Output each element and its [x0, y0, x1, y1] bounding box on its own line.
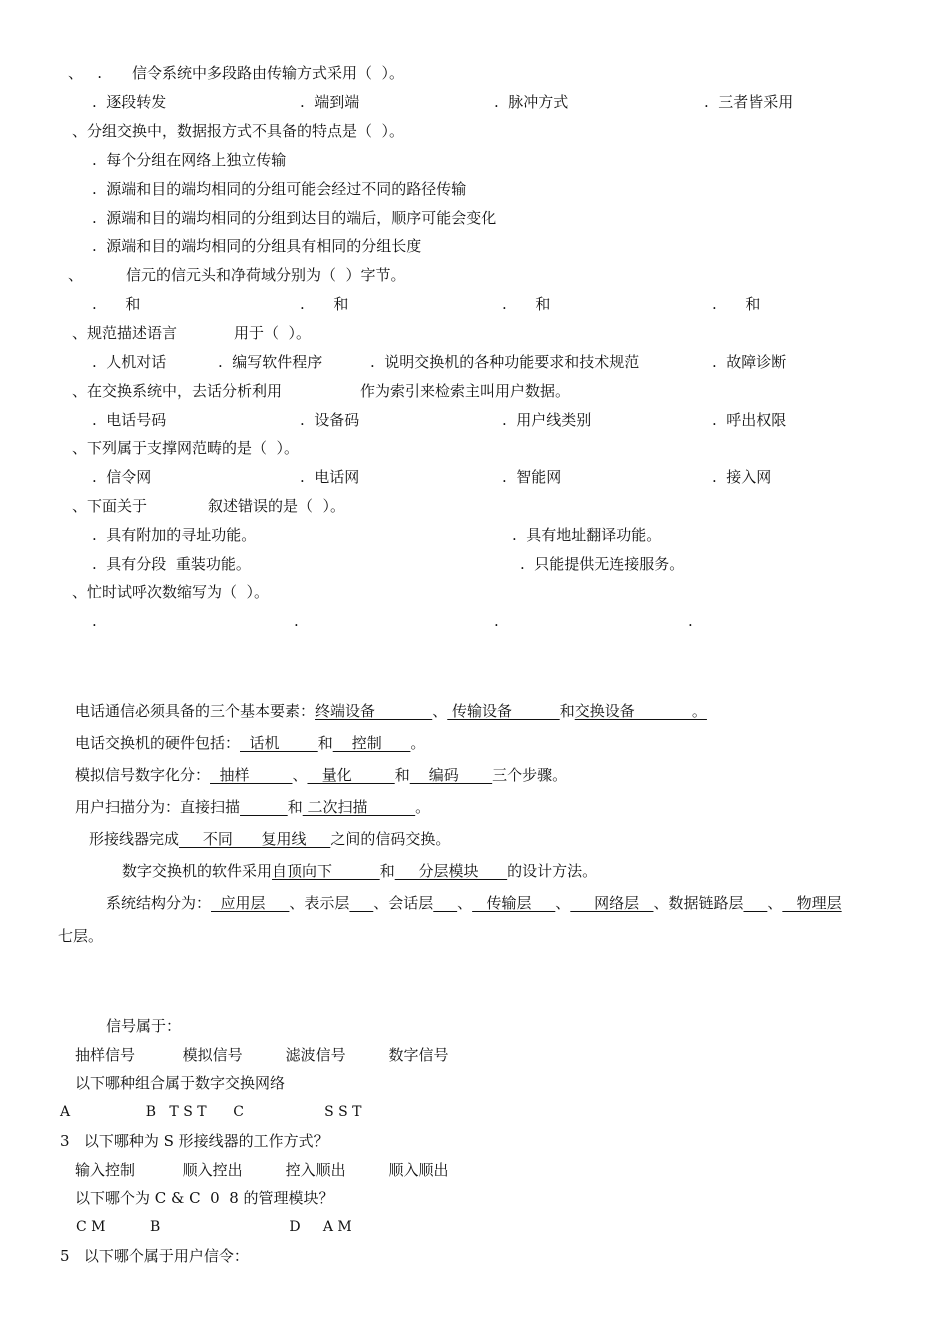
q2-option-c: . 源端和目的端均相同的分组到达目的端后，顺序可能会变化: [92, 209, 497, 227]
q7-text-2: 叙述错误的是（ ）。: [208, 497, 346, 515]
q1-option-d: . 三者皆采用: [704, 93, 794, 111]
question-line: 信号属于：: [106, 1017, 182, 1035]
fill-question-3: [75, 765, 567, 785]
text: 之间的信码交换。: [330, 830, 451, 848]
q5-text: 、在交换系统中，去话分析利用: [72, 382, 283, 400]
answer-blank: 传输设备: [447, 702, 560, 720]
fill-question-1: [75, 701, 707, 721]
answer-blank: 二次扫描: [302, 798, 416, 816]
text: 和: [394, 766, 410, 784]
q4-option-d: . 故障诊断: [712, 353, 787, 371]
answer-blank: 控制: [332, 734, 411, 752]
text: 、: [457, 894, 473, 912]
q2-option-a: . 每个分组在网络上独立传输: [92, 151, 287, 169]
text: 模拟信号数字化分：: [75, 766, 211, 784]
text: 和: [317, 734, 333, 752]
q6-option-c: . 智能网: [502, 468, 562, 486]
q8-option-a: .: [92, 612, 97, 630]
text: 和: [287, 798, 303, 816]
q1-prefix: 、 .: [68, 64, 103, 82]
text: 、: [767, 894, 783, 912]
options-line: 输入控制 顺入控出 控入顺出 顺入顺出: [75, 1161, 449, 1179]
answer-blank: [433, 894, 457, 912]
q1-option-a: . 逐段转发: [92, 93, 167, 111]
q3-text: 信元的信元头和净荷域分别为（ ）字节。: [126, 266, 406, 284]
text: 。: [410, 734, 426, 752]
q6-option-d: . 接入网: [712, 468, 772, 486]
fill-question-4: [75, 797, 430, 817]
q7-option-c: . 具有分段 重装功能。: [92, 555, 251, 573]
q5-option-c: . 用户线类别: [502, 411, 592, 429]
answer-blank: 交换设备 。: [574, 702, 707, 720]
fill-question-7: [106, 893, 842, 913]
q5-option-d: . 呼出权限: [712, 411, 787, 429]
q8-option-c: .: [494, 612, 499, 630]
answer-blank: [743, 894, 767, 912]
text: 、: [555, 894, 571, 912]
answer-blank: 编码: [409, 766, 493, 784]
text: 、会话层: [373, 894, 434, 912]
answer-blank: [349, 894, 373, 912]
question-line: 3 以下哪种为 S 形接线器的工作方式？: [60, 1132, 329, 1150]
fill-question-5: [89, 829, 450, 849]
text: 数字交换机的软件采用: [122, 862, 273, 880]
question-line: 以下哪个为 C & C 0 8 的管理模块？: [75, 1189, 334, 1207]
answer-blank: 抽样: [210, 766, 293, 784]
text: 、表示层: [289, 894, 350, 912]
answer-blank: 传输层: [472, 894, 556, 912]
q2-option-b: . 源端和目的端均相同的分组可能会经过不同的路径传输: [92, 180, 467, 198]
q3-option-d: . 和: [712, 295, 761, 313]
text: 和: [559, 702, 575, 720]
q1-option-c: . 脉冲方式: [494, 93, 569, 111]
q6-text: 、下列属于支撑网范畴的是（ ）。: [72, 439, 300, 457]
q2-option-d: . 源端和目的端均相同的分组具有相同的分组长度: [92, 237, 422, 255]
q8-option-d: .: [688, 612, 693, 630]
fill-question-7-continued: 七层。: [58, 927, 104, 945]
q2-text: 、分组交换中，数据报方式不具备的特点是（ ）。: [72, 122, 405, 140]
answer-blank: 应用层: [211, 894, 290, 912]
q4-text-2: 用于（ ）。: [234, 324, 312, 342]
answer-blank: 分层模块: [394, 862, 508, 880]
q7-option-d: . 只能提供无连接服务。: [520, 555, 685, 573]
answer-blank: 物理层: [782, 894, 842, 912]
answer-blank: 复用线: [261, 830, 331, 848]
answer-blank: 话机: [240, 734, 318, 752]
q7-text: 、下面关于: [72, 497, 148, 515]
text: 和: [379, 862, 395, 880]
text: 。: [415, 798, 431, 816]
options-line: A B T S T C S S T: [60, 1104, 362, 1120]
q4-option-a: . 人机对话: [92, 353, 167, 371]
text: 电话交换机的硬件包括：: [75, 734, 241, 752]
text: 、: [432, 702, 448, 720]
fill-question-6: [122, 861, 597, 881]
q1-option-b: . 端到端: [300, 93, 360, 111]
text: 、: [292, 766, 308, 784]
fill-question-2: [75, 733, 425, 753]
answer-blank: 不同: [179, 830, 262, 848]
q7-option-a: . 具有附加的寻址功能。: [92, 526, 257, 544]
q3-option-b: . 和: [300, 295, 349, 313]
q8-option-b: .: [294, 612, 299, 630]
q4-text: 、规范描述语言: [72, 324, 178, 342]
text: 形接线器完成: [89, 830, 180, 848]
q6-option-a: . 信令网: [92, 468, 152, 486]
question-line: 5 以下哪个属于用户信令：: [60, 1247, 249, 1265]
q7-option-b: . 具有地址翻译功能。: [512, 526, 662, 544]
q3-option-c: . 和: [502, 295, 551, 313]
text: 系统结构分为：: [106, 894, 212, 912]
options-line: 抽样信号 模拟信号 滤波信号 数字信号: [75, 1046, 449, 1064]
answer-blank: 量化: [307, 766, 395, 784]
text: 的设计方法。: [507, 862, 598, 880]
answer-blank: 网络层: [570, 894, 654, 912]
q4-option-c: . 说明交换机的各种功能要求和技术规范: [370, 353, 640, 371]
answer-blank: 终端设备: [315, 702, 433, 720]
answer-blank: 自顶向下: [272, 862, 380, 880]
question-line: 以下哪种组合属于数字交换网络: [75, 1074, 286, 1092]
q3-prefix: 、: [68, 266, 84, 284]
text: 、数据链路层: [653, 894, 744, 912]
q6-option-b: . 电话网: [300, 468, 360, 486]
text: 用户扫描分为：直接扫描: [75, 798, 241, 816]
q5-text-2: 作为索引来检索主叫用户数据。: [360, 382, 571, 400]
q5-option-a: . 电话号码: [92, 411, 167, 429]
q4-option-b: . 编写软件程序: [218, 353, 323, 371]
q3-option-a: . 和: [92, 295, 141, 313]
q5-option-b: . 设备码: [300, 411, 360, 429]
text: 三个步骤。: [492, 766, 568, 784]
answer-blank: [240, 798, 288, 816]
text: 电话通信必须具备的三个基本要素：: [75, 702, 316, 720]
q8-text: 、忙时试呼次数缩写为（ ）。: [72, 583, 270, 601]
options-line: C M B D A M: [76, 1219, 352, 1235]
q1-text: 信令系统中多段路由传输方式采用（ ）。: [132, 64, 405, 82]
